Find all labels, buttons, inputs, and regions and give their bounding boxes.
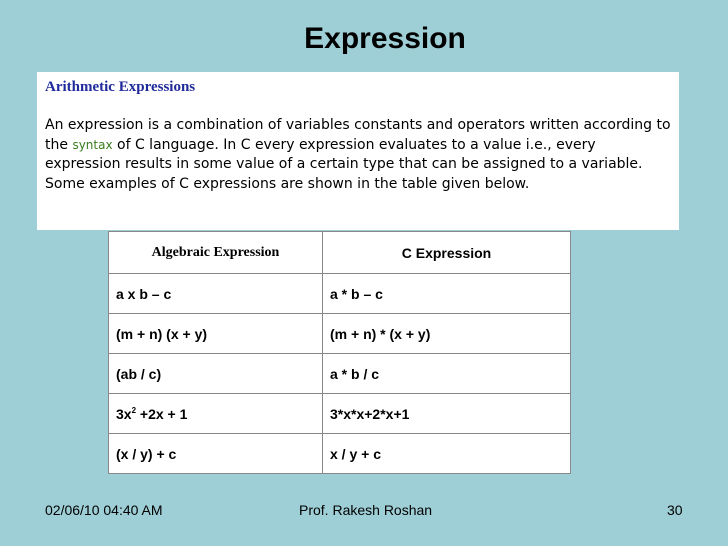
- slide-title: Expression: [304, 22, 466, 55]
- cell-c-expression: x / y + c: [323, 434, 571, 474]
- cell-c-expression: (m + n) * (x + y): [323, 314, 571, 354]
- table-row: [109, 434, 571, 474]
- syntax-word: syntax: [72, 137, 113, 152]
- cell-algebraic: (x / y) + c: [109, 434, 323, 474]
- algebraic-rest: +2x + 1: [136, 405, 188, 422]
- table-row: [109, 354, 571, 394]
- cell-c-expression: a * b / c: [323, 354, 571, 394]
- header-c-expression: C Expression: [323, 232, 571, 274]
- description-paragraph: [45, 116, 671, 194]
- paragraph-part-1: An expression is a combination of variables constants and operators written according to the: [45, 117, 671, 153]
- cell-c-expression: a * b – c: [323, 274, 571, 314]
- algebraic-base: 3x: [116, 405, 132, 422]
- cell-algebraic: a x b – c: [109, 274, 323, 314]
- box-heading: Arithmetic Expressions: [45, 79, 196, 95]
- footer-page-number: 30: [667, 502, 683, 518]
- text-box: [37, 72, 679, 230]
- table-row: [109, 314, 571, 354]
- expression-table: [108, 231, 571, 474]
- superscript-exponent: 2: [131, 405, 137, 415]
- table-row: [109, 274, 571, 314]
- table-header-row: [109, 232, 571, 274]
- cell-algebraic: (m + n) (x + y): [109, 314, 323, 354]
- header-algebraic: Algebraic Expression: [109, 232, 323, 274]
- table-row: [109, 394, 571, 434]
- cell-c-expression: 3*x*x+2*x+1: [323, 394, 571, 434]
- footer-date: 02/06/10 04:40 AM: [45, 502, 163, 518]
- footer-author: Prof. Rakesh Roshan: [299, 502, 433, 518]
- paragraph-part-2: of C language. In C every expression evaluates to a value i.e., every expression results in some value of a certain type that can be assigned to a variable. Some examples of C expressions are shown in the table given below.: [45, 136, 643, 192]
- cell-algebraic: (ab / c): [109, 354, 323, 394]
- cell-algebraic: [109, 394, 323, 434]
